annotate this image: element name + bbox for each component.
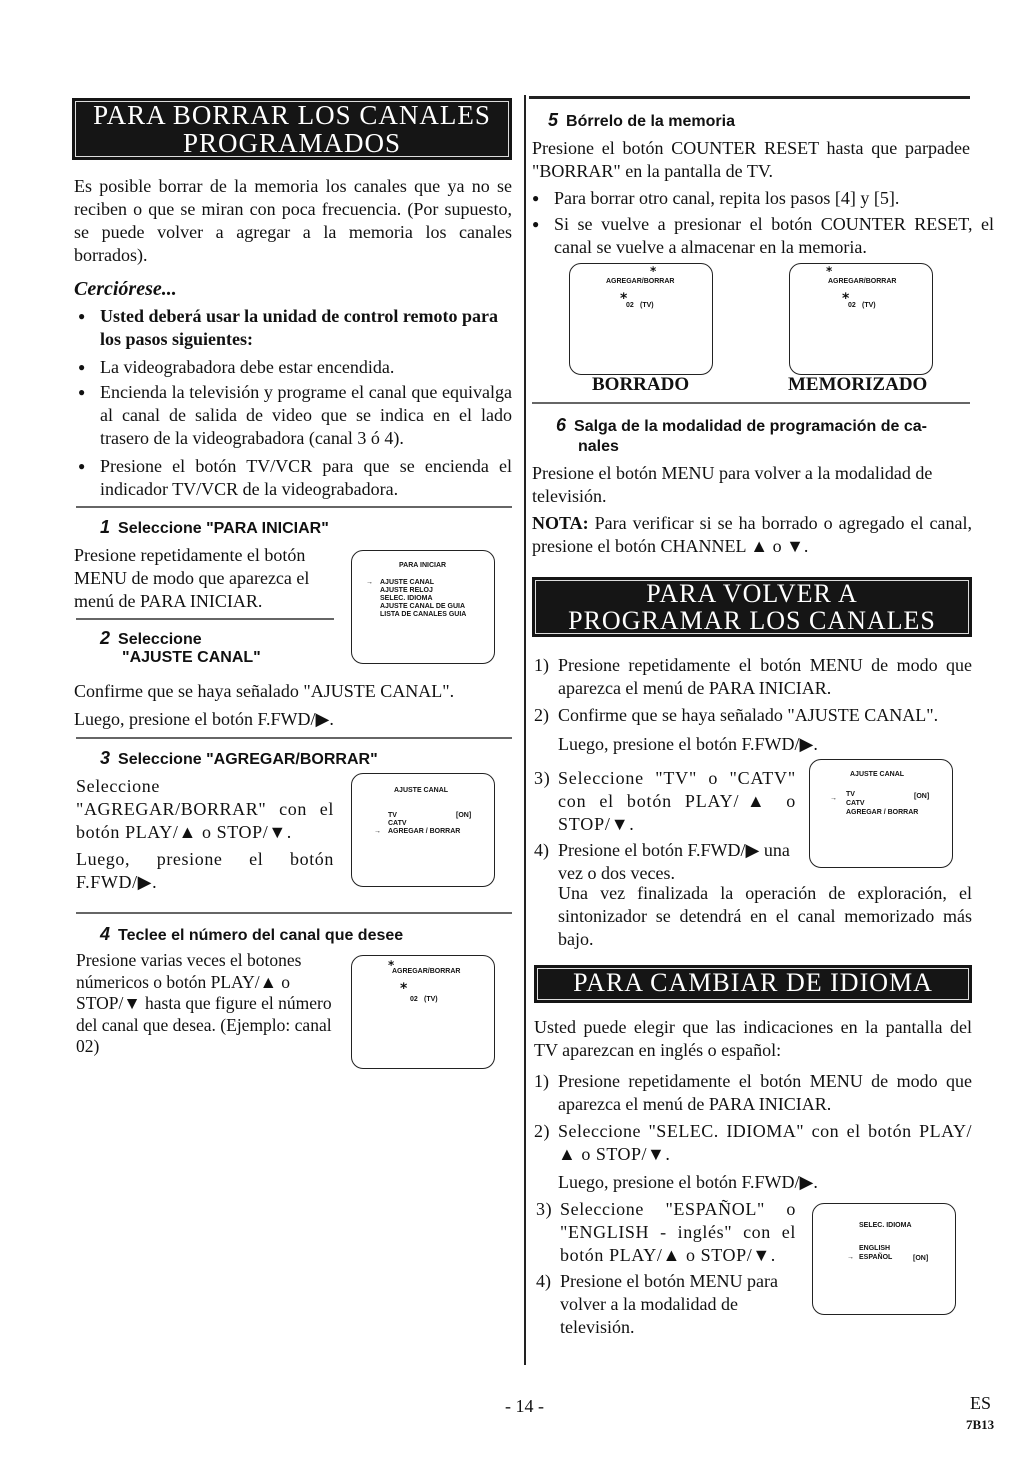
channel-mode: (TV) xyxy=(862,302,876,309)
blink-icon: ⁎ xyxy=(620,286,628,302)
step-text: Confirme que se haya señalado "AJUSTE CANAL". xyxy=(558,705,939,725)
tv-screen-volver xyxy=(809,759,953,868)
page-number: - 14 - xyxy=(505,1396,544,1416)
step-6-title xyxy=(556,415,927,437)
option-catv: CATV xyxy=(388,820,407,827)
step-key: 2) xyxy=(534,705,549,725)
option-catv: CATV xyxy=(846,800,865,807)
banner-line-2: PROGRAMAR LOS CANALES xyxy=(568,605,936,635)
step-key: 2) xyxy=(534,1121,550,1141)
caption-borrado: BORRADO xyxy=(592,374,690,395)
option-tv: TV xyxy=(846,791,855,798)
step-key: 4) xyxy=(534,840,549,860)
bullet-repeat: ● Para borrar otro canal, repita los pasos [4] y [5]. xyxy=(530,187,994,210)
screen-label: AGREGAR/BORRAR xyxy=(828,278,897,285)
menu-item: SELEC. IDIOMA xyxy=(380,595,433,602)
step-2-text-a: Confirme que se haya señalado "AJUSTE CANAL". xyxy=(74,681,455,701)
divider xyxy=(76,618,334,620)
option-english: ENGLISH xyxy=(859,1245,891,1252)
banner-text: PARA CAMBIAR DE IDIOMA xyxy=(573,968,933,997)
section-banner-borrar xyxy=(72,98,512,160)
divider xyxy=(76,506,512,508)
blink-icon: ⁎ xyxy=(650,261,657,275)
idioma-intro: Usted puede elegir que las indicaciones en la pantalla del TV aparezcan en inglés o español: xyxy=(534,1017,972,1060)
volver-step-2 xyxy=(534,704,978,727)
menu-item: AJUSTE RELOJ xyxy=(380,587,433,594)
bullet-remote: ● Usted deberá usar la unidad de control remoto para los pasos siguientes: xyxy=(76,305,512,351)
nota-label: NOTA: xyxy=(532,513,589,533)
step-number: 6 xyxy=(556,415,567,435)
step-number: 3 xyxy=(100,748,111,768)
cursor-arrow: → xyxy=(847,1254,854,1261)
channel-number: 02 xyxy=(626,302,634,309)
step-text: Presione repetidamente el botón MENU de modo que aparezca el menú de PARA INICIAR. xyxy=(558,655,972,698)
screen-label: AGREGAR/BORRAR xyxy=(606,278,675,285)
step-2-title xyxy=(100,628,202,650)
ensure-title: Cerciórese... xyxy=(74,278,177,300)
step-3-title xyxy=(100,748,378,770)
bullet-tvvcr: ● Presione el botón TV/VCR para que se encienda el indicador TV/VCR de la videograbadora. xyxy=(76,455,512,501)
step-key: 1) xyxy=(534,1071,549,1091)
step-text: Presione repetidamente el botón MENU de modo que aparezca el menú de PARA INICIAR. xyxy=(558,1071,972,1114)
step-4-text: Presione varias veces el botones númericos o botón PLAY/▲ o STOP/▼ hasta que figure el número del canal que desea. (Ejemplo: canal 02) xyxy=(76,950,332,1056)
screen-title: AJUSTE CANAL xyxy=(850,771,905,778)
step-1-title xyxy=(100,517,329,539)
option-on: [ON] xyxy=(456,812,472,819)
idioma-step-4 xyxy=(536,1270,800,1339)
idioma-step-3 xyxy=(536,1198,796,1267)
step-2-text-b: Luego, presione el botón F.FWD/▶. xyxy=(74,709,334,729)
step-title: Bórrelo de la memoria xyxy=(566,113,735,130)
cursor-arrow: → xyxy=(830,795,837,802)
divider xyxy=(532,402,970,404)
blink-icon: ⁎ xyxy=(826,261,833,275)
divider xyxy=(76,737,512,739)
step-title: Seleccione "PARA INICIAR" xyxy=(118,520,329,537)
nota-text: Para verificar si se ha borrado o agregado el canal, presione el botón CHANNEL ▲ o ▼. xyxy=(532,513,972,556)
tv-screen-idioma xyxy=(812,1203,956,1315)
volver-step-4 xyxy=(534,839,806,885)
option-espanol: ESPAÑOL xyxy=(859,1254,893,1261)
step-text: Seleccione "ESPAÑOL" o "ENGLISH - inglés" con el botón PLAY/▲ o STOP/▼. xyxy=(560,1199,796,1265)
step-2-title-b: "AJUSTE CANAL" xyxy=(122,649,261,666)
tv-screen-memorizado xyxy=(789,263,933,375)
screen-title: AJUSTE CANAL xyxy=(394,787,449,794)
nota xyxy=(532,512,972,558)
column-divider xyxy=(524,95,526,1365)
blink-icon: ⁎ xyxy=(842,286,850,302)
screen-label: AGREGAR/BORRAR xyxy=(392,968,461,975)
step-key: 3) xyxy=(536,1199,553,1219)
option-agregar: AGREGAR / BORRAR xyxy=(846,809,919,816)
banner-line-2: PROGRAMADOS xyxy=(182,127,402,158)
menu-item: LISTA DE CANALES GUIA xyxy=(380,611,467,618)
step-text: Presione el botón MENU para volver a la modalidad de televisión. xyxy=(560,1271,778,1337)
banner-line-1: PARA VOLVER A xyxy=(646,579,858,608)
volver-step-2-b: Luego, presione el botón F.FWD/▶. xyxy=(558,734,818,754)
cursor-arrow: → xyxy=(366,579,373,586)
menu-item: AJUSTE CANAL DE GUIA xyxy=(380,603,466,610)
step-text: Seleccione "TV" o "CATV" con el botón PLAY/▲ o STOP/▼. xyxy=(558,768,796,834)
step-title: Seleccione xyxy=(118,631,202,648)
menu-item: AJUSTE CANAL xyxy=(380,579,435,586)
tv-screen-borrado xyxy=(569,263,713,375)
idioma-step-2-b: Luego, presione el botón F.FWD/▶. xyxy=(558,1172,818,1192)
step-title: Teclee el número del canal que desee xyxy=(118,927,404,944)
tv-screen-ajuste-canal xyxy=(351,773,495,887)
option-agregar: AGREGAR / BORRAR xyxy=(388,828,461,835)
step-5-text: Presione el botón COUNTER RESET hasta que parpadee "BORRAR" en la pantalla de TV. xyxy=(532,138,970,181)
channel-mode: (TV) xyxy=(640,302,654,309)
blink-icon: ⁎ xyxy=(400,976,408,992)
tv-screen-channel-entry xyxy=(351,955,495,1069)
blink-icon: ⁎ xyxy=(388,955,395,969)
option-tv: TV xyxy=(388,812,397,819)
step-5-title xyxy=(548,110,735,132)
bullet-counter-reset: ● Si se vuelve a presionar el botón COUNTER RESET, el canal se vuelve a almacenar en la memoria. xyxy=(530,213,994,259)
step-text: Presione el botón F.FWD/▶ una vez o dos veces. xyxy=(558,840,790,883)
step-key: 3) xyxy=(534,768,551,788)
option-on: [ON] xyxy=(913,1255,929,1262)
caption-memorizado: MEMORIZADO xyxy=(788,374,928,395)
step-title: Seleccione "AGREGAR/BORRAR" xyxy=(118,751,378,768)
step-key: 1) xyxy=(534,655,549,675)
channel-number: 02 xyxy=(410,996,418,1003)
tv-screen-para-iniciar xyxy=(351,550,495,664)
step-number: 4 xyxy=(100,924,111,944)
bullet-tv-channel: ● Encienda la televisión y programe el canal que equivalga al canal de salida de video que se indica en el lado trasero de la videograbadora (canal 3 ó 4). xyxy=(76,381,512,450)
banner-line-1: PARA BORRAR LOS CANALES xyxy=(93,100,491,130)
step-number: 5 xyxy=(548,110,559,130)
volver-step-3 xyxy=(534,767,796,836)
step-number: 2 xyxy=(100,628,111,648)
cursor-arrow: → xyxy=(374,828,381,835)
step-6-text: Presione el botón MENU para volver a la modalidad de televisión. xyxy=(532,463,933,506)
section-banner-idioma xyxy=(534,965,972,1003)
document-code: 7B13 xyxy=(966,1417,995,1432)
volver-step-4-b: Una vez finalizada la operación de exploración, el sintonizador se detendrá en el canal memorizado más bajo. xyxy=(558,883,972,949)
step-key: 4) xyxy=(536,1271,551,1291)
step-text: Seleccione "SELEC. IDIOMA" con el botón PLAY/▲ o STOP/▼. xyxy=(558,1121,972,1164)
step-3-text-a: Seleccione "AGREGAR/BORRAR" con el botón PLAY/▲ o STOP/▼. xyxy=(76,776,334,842)
idioma-step-1 xyxy=(534,1070,972,1116)
step-6-title-b: nales xyxy=(578,438,619,455)
section-banner-volver xyxy=(532,577,972,637)
intro-text: Es posible borrar de la memoria los canales que ya no se reciben o que se miran con poca frecuencia. (Por supuesto, se puede volver a agregar a la memoria los canales borrados). xyxy=(74,176,512,265)
top-rule xyxy=(529,96,970,99)
language-code: ES xyxy=(970,1393,992,1413)
screen-title: SELEC. IDIOMA xyxy=(859,1222,912,1229)
channel-mode: (TV) xyxy=(424,996,438,1003)
option-on: [ON] xyxy=(914,793,930,800)
divider xyxy=(76,912,512,914)
channel-number: 02 xyxy=(848,302,856,309)
step-1-text: Presione repetidamente el botón MENU de modo que aparezca el menú de PARA INICIAR. xyxy=(74,545,310,611)
step-title: Salga de la modalidad de programación de ca- xyxy=(574,418,927,435)
step-4-title xyxy=(100,924,403,946)
bullet-vcr-on: ● La videograbadora debe estar encendida. xyxy=(76,356,512,379)
idioma-step-2 xyxy=(534,1120,972,1166)
screen-title: PARA INICIAR xyxy=(399,562,447,569)
volver-step-1 xyxy=(534,654,972,700)
step-number: 1 xyxy=(100,517,111,537)
step-3-text-b: Luego, presione el botón F.FWD/▶. xyxy=(76,849,334,892)
